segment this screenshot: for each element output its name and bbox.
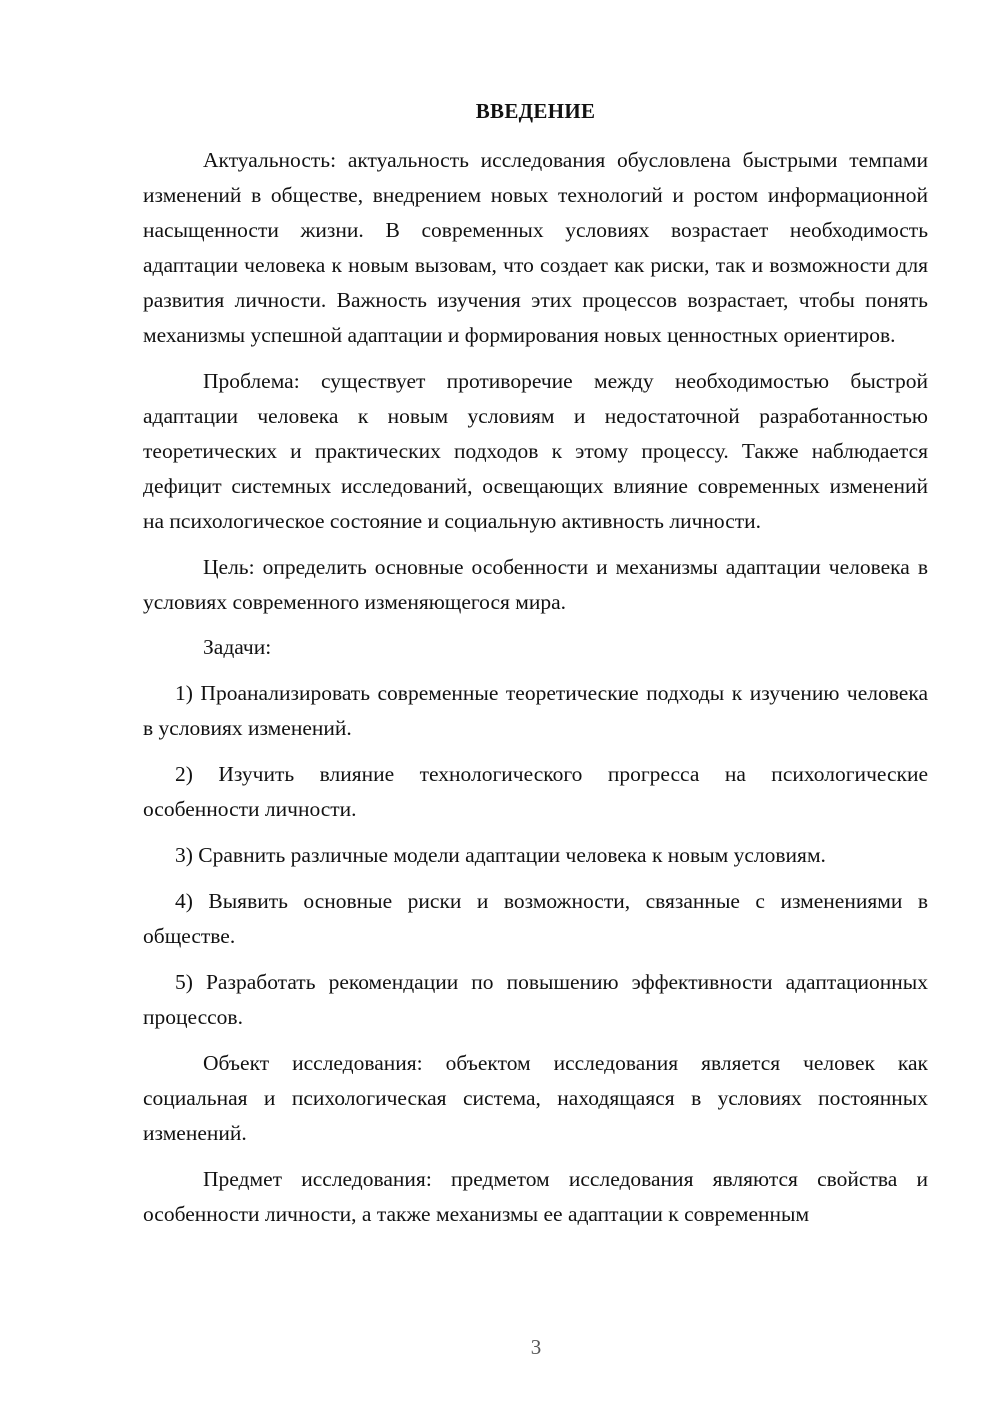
task-item-5: 5) Разработать рекомендации по повышению эффективности адаптационных процессов. [143,970,928,1029]
paragraph-subject: Предмет исследования: предметом исследования являются свойства и особенности личности, а также механизмы ее адаптации к современным [143,1167,928,1226]
paragraph-relevance: Актуальность: актуальность исследования обусловлена быстрыми темпами изменений в обществе, внедрением новых технологий и ростом информационной насыщенности жизни. В современных условиях возрастает необходимость адаптации человека к новым вызовам, что создает как риски, так и возможности для развития личности. Важность изучения этих процессов возрастает, чтобы понять механизмы успешной адаптации и формирования новых ценностных ориентиров. [143,148,928,347]
body-text [143,143,928,1232]
task-item-3: 3) Сравнить различные модели адаптации человека к новым условиям. [175,843,826,867]
page-number: 3 [530,1335,542,1359]
section-title: ВВЕДЕНИЕ [475,99,596,123]
paragraph-tasks-heading: Задачи: [203,635,272,659]
paragraph-problem: Проблема: существует противоречие между необходимостью быстрой адаптации человека к новым условиям и недостаточной разработанностью теоретических и практических подходов к этому процессу. Также наблюдается дефицит системных исследований, освещающих влияние современных изменений на психологическое состояние и социальную активность личности. [143,369,928,533]
task-item-4: 4) Выявить основные риски и возможности, связанные с изменениями в обществе. [143,889,928,948]
paragraph-object: Объект исследования: объектом исследования является человек как социальная и психологическая система, находящаяся в условиях постоянных изменений. [143,1051,928,1145]
task-item-2: 2) Изучить влияние технологического прогресса на психологические особенности личности. [143,762,928,821]
task-item-1: 1) Проанализировать современные теоретические подходы к изучению человека в условиях изменений. [143,681,928,740]
paragraph-goal: Цель: определить основные особенности и механизмы адаптации человека в условиях современного изменяющегося мира. [143,555,928,614]
